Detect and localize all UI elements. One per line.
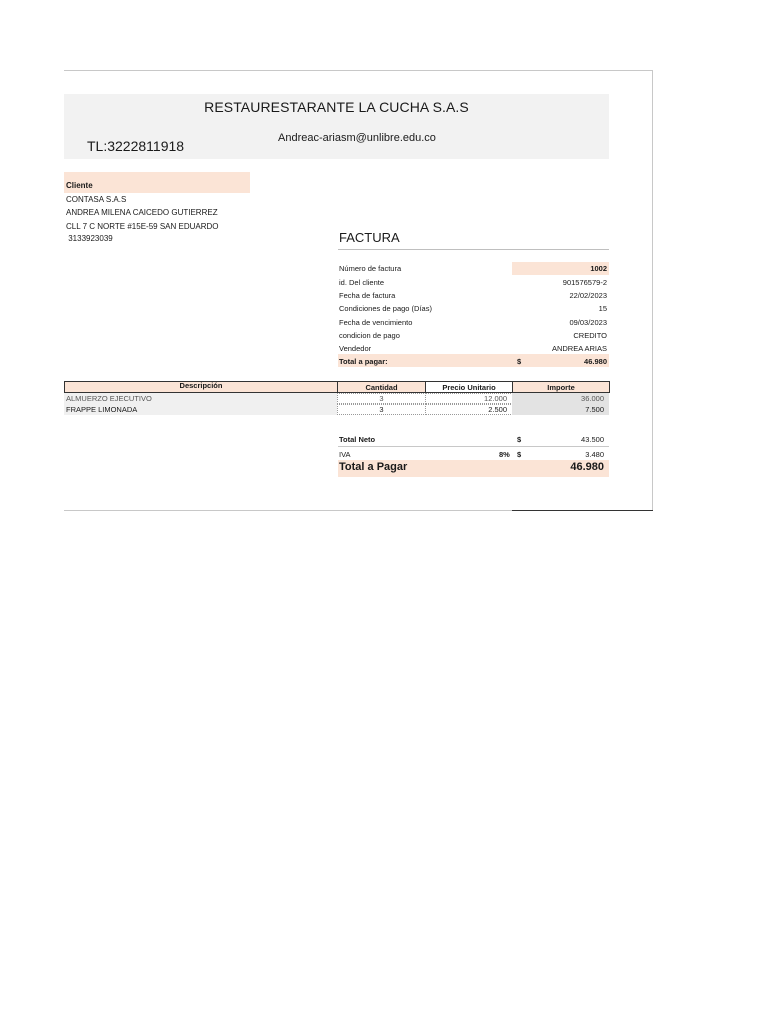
client-label: Cliente [66, 181, 93, 190]
payment-condition-value: CREDITO [573, 331, 607, 340]
net-total-rule [338, 446, 609, 447]
client-id-label: id. Del cliente [339, 278, 385, 287]
client-phone: 3133923039 [66, 234, 113, 243]
seller-label: Vendedor [339, 344, 372, 353]
total-to-pay-label: Total a pagar: [339, 357, 388, 366]
company-name: RESTAURESTARANTE LA CUCHA S.A.S [204, 99, 469, 115]
page-border-right [652, 70, 653, 511]
header-unit-price: Precio Unitario [442, 383, 496, 392]
client-contact: ANDREA MILENA CAICEDO GUTIERREZ [66, 208, 218, 217]
iva-label: IVA [339, 450, 351, 459]
net-total-label: Total Neto [339, 435, 376, 444]
iva-rate: 8% [499, 450, 510, 459]
total-to-pay-currency: $ [517, 357, 522, 366]
row-description: FRAPPE LIMONADA [66, 405, 138, 414]
invoice-number-value: 1002 [590, 264, 607, 273]
client-company: CONTASA S.A.S [66, 195, 127, 204]
header-quantity: Cantidad [365, 383, 398, 392]
iva-value: 3.480 [585, 450, 604, 459]
payment-terms-value: 15 [598, 304, 607, 313]
row-amount: 36.000 [581, 394, 604, 403]
header-description: Descripción [179, 381, 223, 390]
seller-value: ANDREA ARIAS [551, 344, 607, 353]
invoice-date-label: Fecha de factura [339, 291, 396, 300]
invoice-date-value: 22/02/2023 [569, 291, 607, 300]
net-total-value: 43.500 [581, 435, 604, 444]
company-email: Andreac-ariasm@unlibre.edu.co [278, 132, 436, 144]
invoice-title-rule [338, 249, 609, 250]
payment-terms-label: Condiciones de pago (Días) [339, 304, 432, 313]
grand-total-value: 46.980 [570, 461, 604, 473]
invoice-number-label: Número de factura [339, 264, 402, 273]
client-address: CLL 7 C NORTE #15E-59 SAN EDUARDO [66, 222, 219, 231]
row-quantity: 3 [379, 394, 384, 403]
row-amount: 7.500 [585, 405, 604, 414]
total-to-pay-value: 46.980 [584, 357, 607, 366]
invoice-title: FACTURA [339, 230, 400, 245]
page-border-top [64, 70, 653, 71]
row-quantity: 3 [379, 405, 384, 414]
page-border-bottom-accent [512, 510, 653, 511]
header-amount: Importe [547, 383, 575, 392]
payment-condition-label: condicion de pago [339, 331, 400, 340]
row-description: ALMUERZO EJECUTIVO [66, 394, 152, 403]
company-phone: TL:3222811918 [87, 138, 185, 154]
iva-currency: $ [517, 450, 522, 459]
row-unit-price: 12.000 [484, 394, 507, 403]
net-total-currency: $ [517, 435, 522, 444]
grand-total-label: Total a Pagar [339, 461, 408, 473]
due-date-label: Fecha de vencimiento [339, 318, 413, 327]
row-unit-price: 2.500 [488, 405, 507, 414]
client-id-value: 901576579-2 [562, 278, 607, 287]
due-date-value: 09/03/2023 [569, 318, 607, 327]
